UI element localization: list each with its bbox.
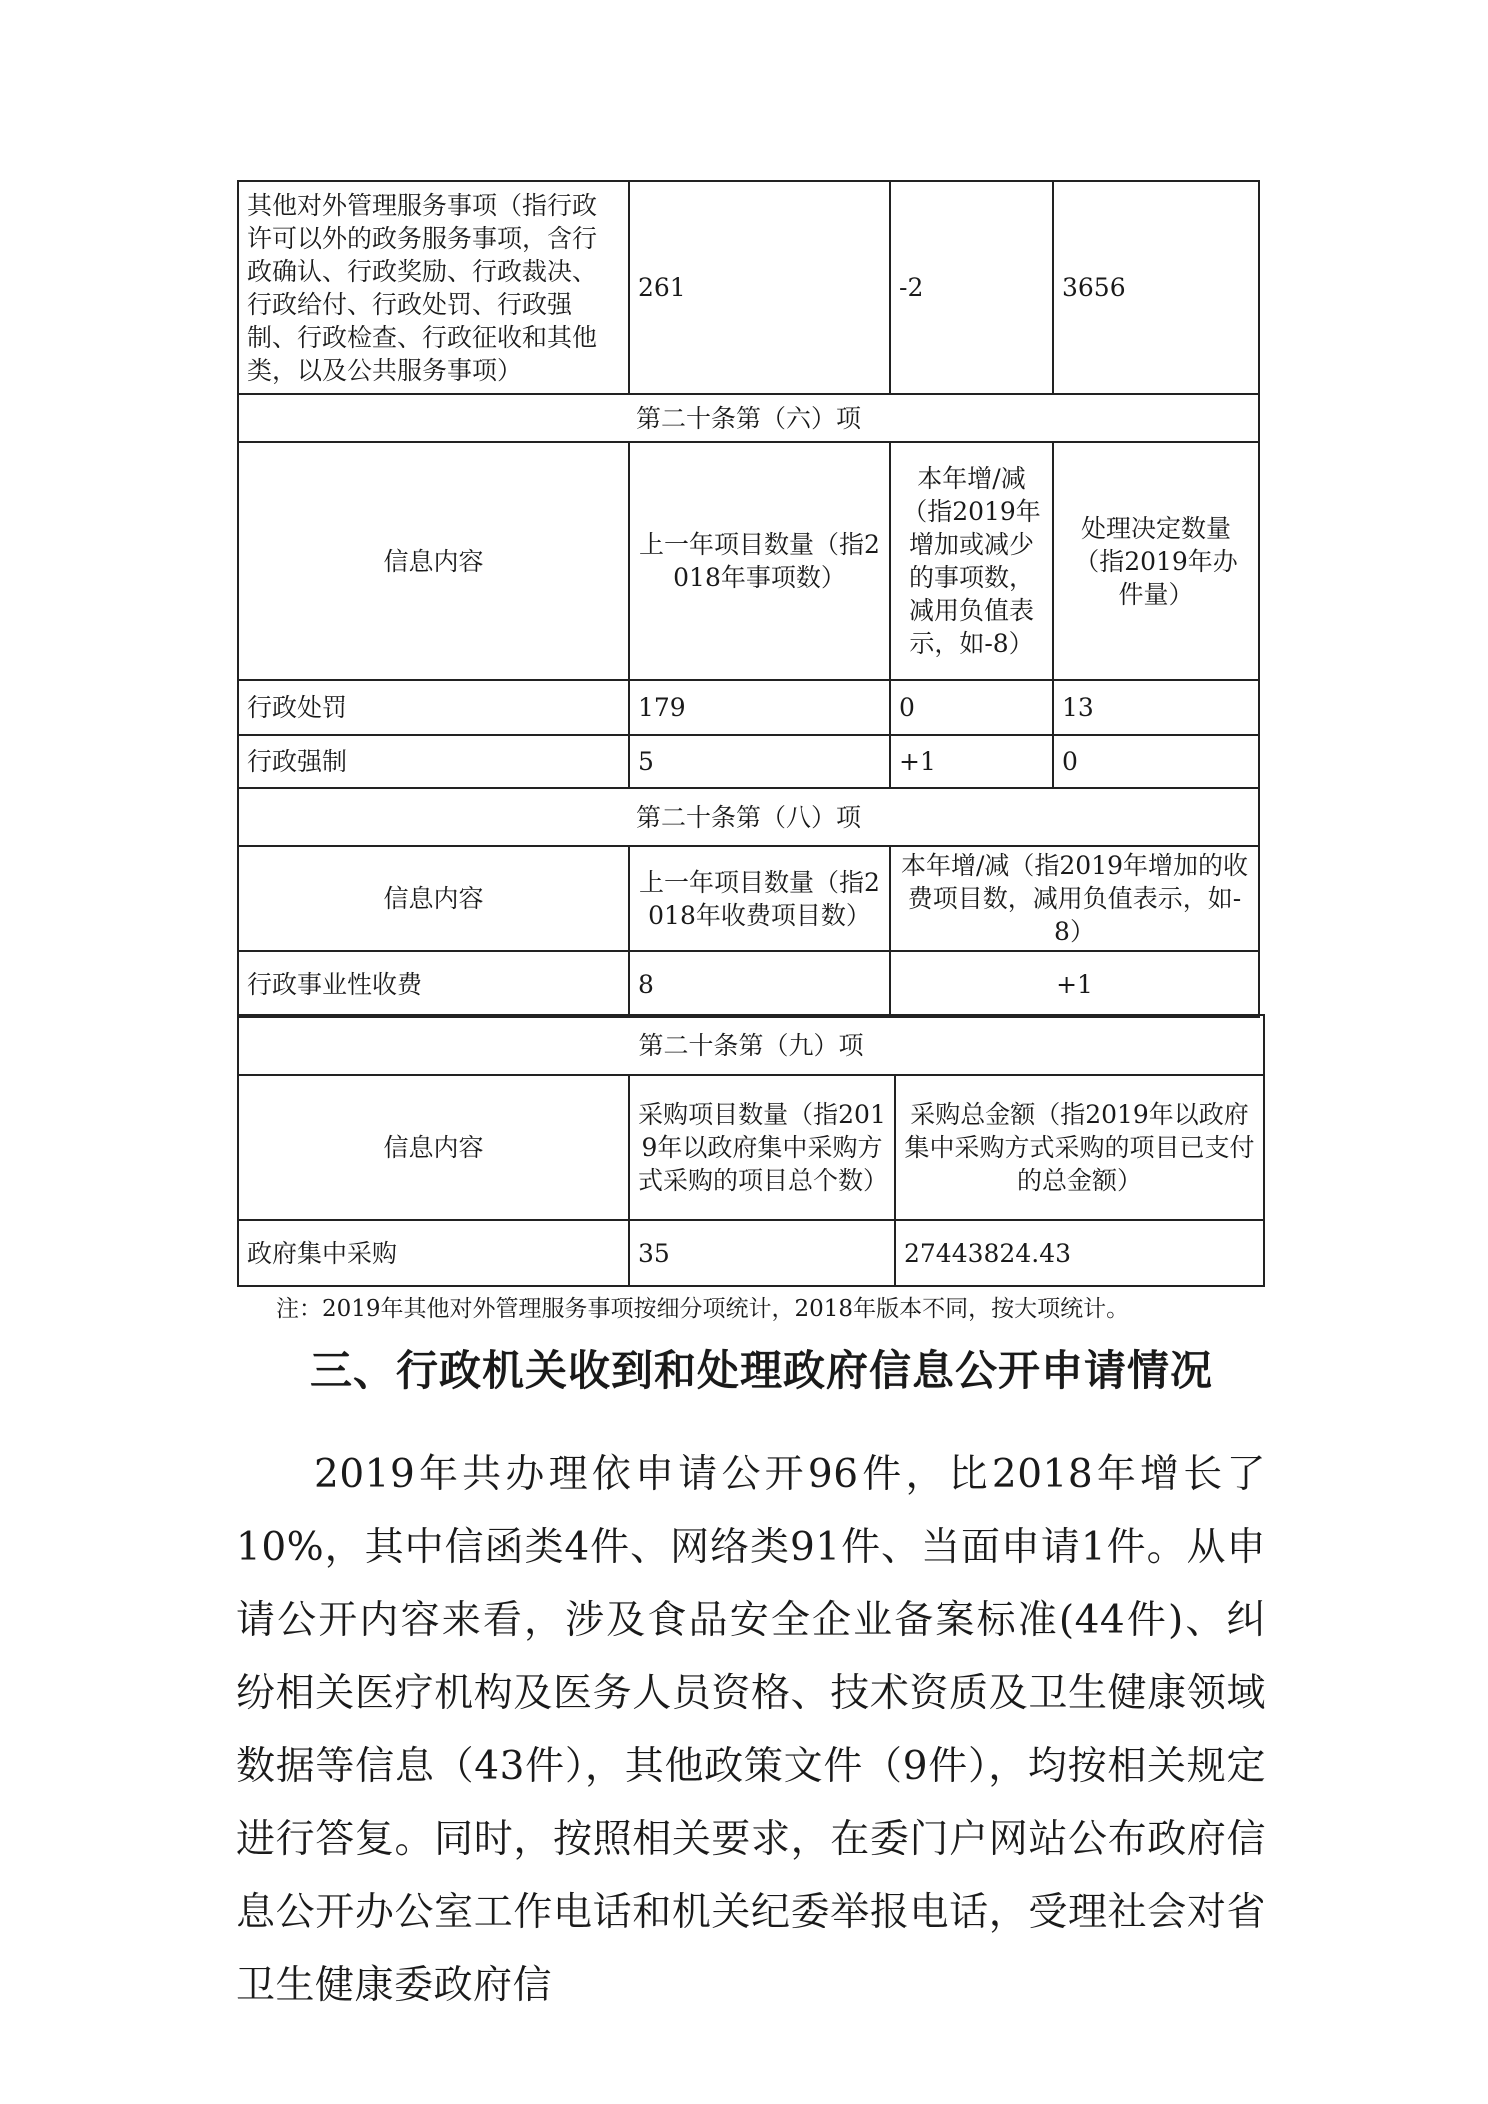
- table-row: [238, 680, 1259, 735]
- table-row: [238, 735, 1259, 788]
- cell-count: 35: [629, 1220, 895, 1286]
- header-row: [238, 846, 1259, 951]
- section-row: [238, 394, 1259, 442]
- header-change: 本年增/减（指2019年增加或减少的事项数，减用负值表示，如-8）: [890, 442, 1053, 680]
- section-row: [238, 788, 1259, 846]
- header-row: [238, 442, 1259, 680]
- header-change: 本年增/减（指2019年增加的收费项目数，减用负值表示，如-8）: [890, 846, 1259, 951]
- body-paragraph: 2019年共办理依申请公开96件，比2018年增长了10%，其中信函类4件、网络类91件、当面申请1件。从申请公开内容来看，涉及食品安全企业备案标准(44件)、纠纷相关医疗机构及医务人员资格、技术资质及卫生健康领域数据等信息（43件），其他政策文件（9件），均按相关规定进行答复。同时，按照相关要求，在委门户网站公布政府信息公开办公室工作电话和机关纪委举报电话，受理社会对省卫生健康委政府信: [236, 1452, 1266, 2008]
- header-amount: 采购总金额（指2019年以政府集中采购方式采购的项目已支付的总金额）: [895, 1075, 1264, 1220]
- table-row: [238, 181, 1259, 394]
- cell-handled: 3656: [1053, 181, 1259, 394]
- row-label: 行政强制: [238, 735, 629, 788]
- cell-prev-count: 179: [629, 680, 890, 735]
- header-handled: 处理决定数量（指2019年办件量）: [1053, 442, 1259, 680]
- cell-prev-count: 261: [629, 181, 890, 394]
- table-row: [238, 1220, 1264, 1286]
- procurement-table: [237, 1014, 1265, 1287]
- header-content: 信息内容: [238, 1075, 629, 1220]
- row-label: 行政事业性收费: [238, 951, 629, 1017]
- table-row: [238, 951, 1259, 1017]
- cell-change: -2: [890, 181, 1053, 394]
- header-prev: 上一年项目数量（指2018年事项数）: [629, 442, 890, 680]
- section-title: 第二十条第（六）项: [238, 394, 1259, 442]
- cell-prev-count: 8: [629, 951, 890, 1017]
- row-label: 其他对外管理服务事项（指行政许可以外的政务服务事项，含行政确认、行政奖励、行政裁决、行政给付、行政处罚、行政强制、行政检查、行政征收和其他类，以及公共服务事项）: [238, 181, 629, 394]
- section-title: 第二十条第（九）项: [238, 1015, 1264, 1075]
- table-note: 注：2019年其他对外管理服务事项按细分项统计，2018年版本不同，按大项统计。: [276, 1296, 1130, 1322]
- statistics-table: [237, 180, 1260, 1018]
- cell-handled: 13: [1053, 680, 1259, 735]
- header-row: [238, 1075, 1264, 1220]
- cell-handled: 0: [1053, 735, 1259, 788]
- cell-prev-count: 5: [629, 735, 890, 788]
- row-label: 政府集中采购: [238, 1220, 629, 1286]
- header-prev: 上一年项目数量（指2018年收费项目数）: [629, 846, 890, 951]
- cell-change: +1: [890, 735, 1053, 788]
- section-heading: 三、行政机关收到和处理政府信息公开申请情况: [310, 1346, 1214, 1395]
- row-label: 行政处罚: [238, 680, 629, 735]
- header-content: 信息内容: [238, 442, 629, 680]
- section-row: [238, 1015, 1264, 1075]
- cell-amount: 27443824.43: [895, 1220, 1264, 1286]
- section-title: 第二十条第（八）项: [238, 788, 1259, 846]
- header-count: 采购项目数量（指2019年以政府集中采购方式采购的项目总个数）: [629, 1075, 895, 1220]
- cell-change: +1: [890, 951, 1259, 1017]
- cell-change: 0: [890, 680, 1053, 735]
- header-content: 信息内容: [238, 846, 629, 951]
